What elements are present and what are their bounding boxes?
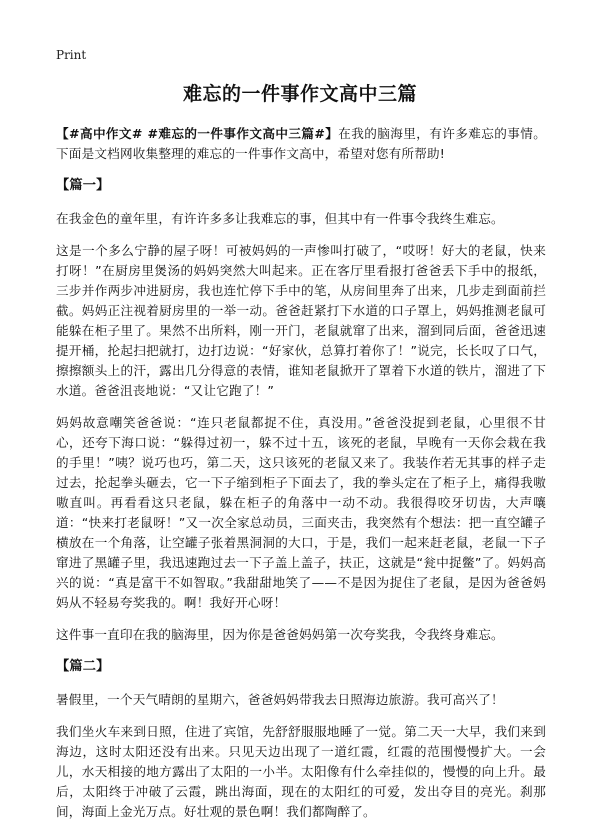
print-label: Print <box>56 48 87 62</box>
intro-paragraph <box>56 124 546 164</box>
section1-paragraph-3: 妈妈故意嘲笑爸爸说：“连只老鼠都捉不住，真没用。”爸爸没捉到老鼠，心里很不甘心，还夸下海口说：“躲得过初一，躲不过十五，该死的老鼠，早晚有一天你会栽在我的手里！”咦？说巧也巧，第二天，这只该死的老鼠又来了。我装作若无其事的样子走过去，抡起拳头砸去，它一下子缩到柜子下面去了，我的拳头定在了柜子上，痛得我嗷嗷直叫。再看看这只老鼠，躲在柜子的角落中一动不动。我很得咬牙切齿，大声嚷道：“快来打老鼠呀！”又一次全家总动员，三面夹击，我突然有个想法：把一直空罐子横放在一个角落，让空罐子张着黑洞洞的大口，于是，我们一起来赶老鼠，老鼠一下子窜进了黑罐子里，我迅速跑过去一下子盖上盖子，扶正，这就是“瓮中捉鳖”了。妈妈高兴的说：“真是富干不如智取。”我甜甜地笑了——不是因为捉住了老鼠，是因为爸爸妈妈从不轻易夸奖我的。啊！我好开心呀！ <box>56 415 546 610</box>
section1-paragraph-1: 在我金色的童年里，有许许多多让我难忘的事，但其中有一件事令我终生难忘。 <box>56 211 504 226</box>
intro-tag: 【#高中作文# #难忘的一件事作文高中三篇#】 <box>56 126 339 141</box>
intro-text: 在我的脑海里，有许多难忘的事情。下面是文档网收集整理的难忘的一件事作文高中，希望对您有所帮助! <box>56 126 546 161</box>
article-body <box>56 124 546 834</box>
section1-paragraph-2: 这是一个多么宁静的屋子呀！可被妈妈的一声惨叫打破了，“哎呀！好大的老鼠，快来打呀！”在厨房里煲汤的妈妈突然大叫起来。正在客厅里看报打爸爸丢下手中的报纸，三步并作两步冲进厨房，我也连忙停下手中的笔，从房间里奔了出来，几步走到面前拦截。妈妈正注视着厨房里的一举一动。爸爸赶紧打下水道的口子罩上，妈妈推测老鼠可能躲在柜子里了。果然不出所料，刚一开门，老鼠就窜了出来，溜到同后面，爸爸迅速提开桶，抡起扫把就打，边打边说：“好家伙，总算打着你了！”说完，长长叹了口气，擦擦额头上的汗，露出几分得意的表情，谁知老鼠掀开了罩着下水道的铁片，溜进了下水道。爸爸沮丧地说：“又让它跑了！” <box>56 243 546 398</box>
section-heading-2: 【篇二】 <box>56 659 110 674</box>
page-title: 难忘的一件事作文高中三篇 <box>182 83 417 105</box>
section2-paragraph-1: 暑假里，一个天气晴朗的星期六，爸爸妈妈带我去日照海边旅游。我可高兴了！ <box>56 692 504 707</box>
section-heading-1: 【篇一】 <box>56 178 110 193</box>
section2-paragraph-2: 我们坐火车来到日照，住进了宾馆，先舒舒服服地睡了一觉。第二天一大早，我们来到海边，这时太阳还没有出来。只见天边出现了一道红霞，红霞的范围慢慢扩大。一会儿，水天相接的地方露出了太阳的一小半。太阳像有什么牵挂似的，慢慢的向上升。最后，太阳终于冲破了云霞，跳出海面，现在的太阳红的可爱，发出夺目的亮光。刹那间，海面上金光万点。好壮观的景色啊！我们都陶醉了。 <box>56 724 546 819</box>
section1-paragraph-4: 这件事一直印在我的脑海里，因为你是爸爸妈妈第一次夸奖我，令我终身难忘。 <box>56 627 504 642</box>
